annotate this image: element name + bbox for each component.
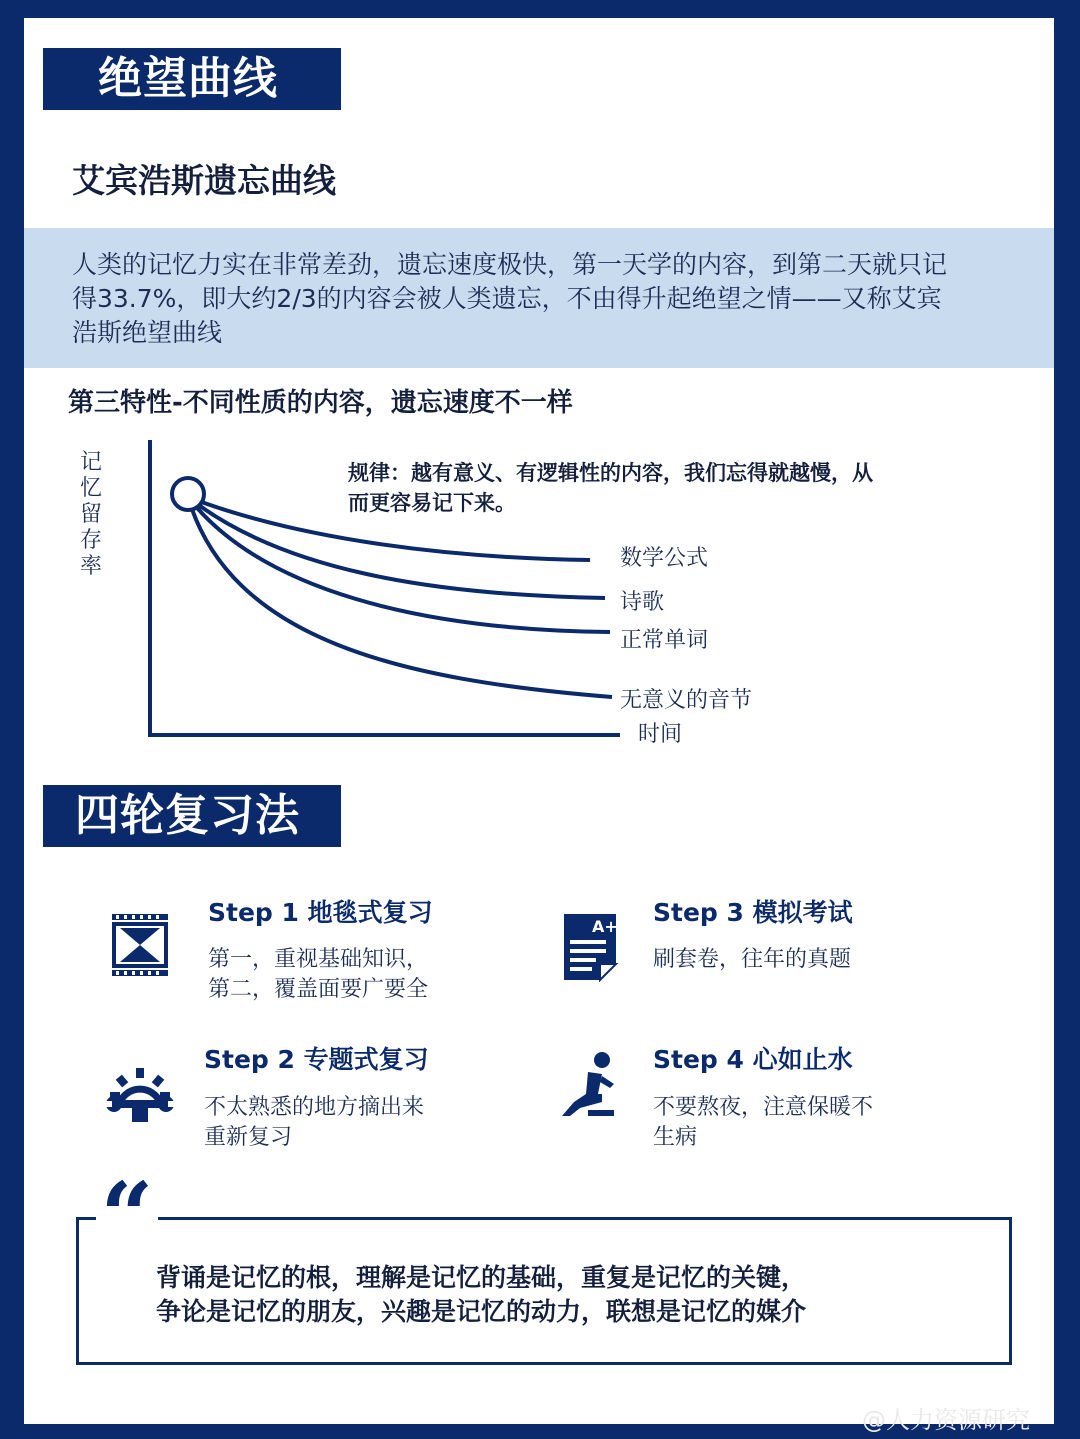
step-desc-line: 重新复习 xyxy=(204,1125,293,1150)
explanation-line: 人类的记忆力实在非常差劲，遗忘速度极快，第一天学的内容，到第二天就只记 xyxy=(72,250,948,279)
kneeling-person-icon xyxy=(558,1050,618,1124)
step-desc-line: 不太熟悉的地方摘出来 xyxy=(204,1095,425,1120)
step-2-title: Step 2 专题式复习 xyxy=(204,1045,429,1074)
step-2-description xyxy=(204,1093,424,1153)
step-4-title: Step 4 心如止水 xyxy=(653,1045,853,1074)
step-desc-line: 第二，覆盖面要广要全 xyxy=(208,977,429,1002)
svg-text:A+: A+ xyxy=(592,917,618,936)
section-banner-despair-curve: 绝望曲线 xyxy=(43,48,341,110)
step-3-description xyxy=(653,945,851,975)
step-1-title: Step 1 地毯式复习 xyxy=(208,898,433,927)
series-label: 无意义的音节 xyxy=(620,688,753,713)
step-3-title: Step 3 模拟考试 xyxy=(653,898,853,927)
step-1-description xyxy=(208,945,428,1005)
series-label: 正常单词 xyxy=(620,628,709,653)
quote-line: 争论是记忆的朋友，兴趣是记忆的动力，联想是记忆的媒介 xyxy=(156,1297,807,1326)
section-banner-review-method: 四轮复习法 xyxy=(43,785,341,847)
chart-annotation-line: 而更容易记下来。 xyxy=(348,491,516,515)
chart-y-axis-label: 记忆留存率 xyxy=(79,450,102,579)
chart-x-axis-label: 时间 xyxy=(638,722,683,747)
series-label: 诗歌 xyxy=(620,590,665,615)
explanation-line: 得33.7%，即大约2/3的内容会被人类遗忘，不由得升起绝望之情——又称艾宾 xyxy=(72,284,942,313)
carpet-icon xyxy=(110,910,170,984)
step-desc-line: 第一，重视基础知识， xyxy=(208,947,429,972)
gear-wrench-icon xyxy=(106,1062,174,1128)
step-4-description xyxy=(653,1093,873,1153)
curve-origin-point xyxy=(172,478,204,510)
section-subtitle: 艾宾浩斯遗忘曲线 xyxy=(72,161,336,200)
chart-annotation-line: 规律：越有意义、有逻辑性的内容，我们忘得就越慢，从 xyxy=(348,461,873,485)
watermark: @人力资源研究 xyxy=(862,1406,1030,1434)
quote-mark-icon: “ xyxy=(96,1170,158,1230)
exam-paper-icon xyxy=(560,910,620,986)
quote-text xyxy=(156,1261,806,1329)
step-desc-line: 生病 xyxy=(653,1125,698,1150)
chart-title: 第三特性-不同性质的内容，遗忘速度不一样 xyxy=(68,388,573,418)
step-desc-line: 不要熬夜，注意保暖不 xyxy=(653,1095,874,1120)
series-label: 数学公式 xyxy=(620,546,709,571)
quote-line: 背诵是记忆的根，理解是记忆的基础，重复是记忆的关键， xyxy=(156,1263,807,1292)
explanation-line: 浩斯绝望曲线 xyxy=(72,318,223,347)
step-desc-line: 刷套卷，往年的真题 xyxy=(653,947,852,972)
